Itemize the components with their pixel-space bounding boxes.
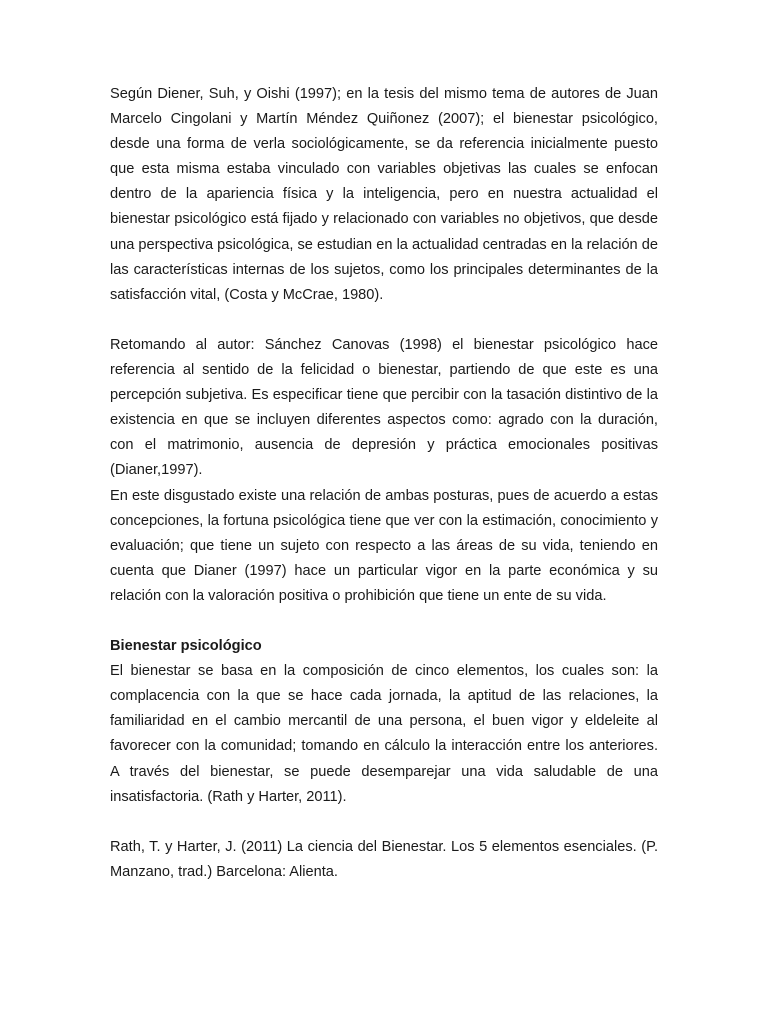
reference-entry: Rath, T. y Harter, J. (2011) La ciencia del Bienestar. Los 5 elementos esenciales. (P. Manzano, trad.) Barcelona: Alienta. (110, 838, 658, 880)
paragraph-ambas-posturas: En este disgustado existe una relación de ambas posturas, pues de acuerdo a estas concepciones, la fortuna psicológica tiene que ver con la estimación, conocimiento y evaluación; que tiene un sujeto con respecto a las áreas de su vida, teniendo en cuenta que Dianer (1997) hace un particular vigor en la parte económica y su relación con la valoración positiva o prohibición que tiene un ente de su vida. (110, 487, 658, 604)
paragraph-spacer (110, 308, 658, 333)
paragraph-cinco-elementos: El bienestar se basa en la composición de cinco elementos, los cuales son: la complacencia con la que se hace cada jornada, la aptitud de las relaciones, la familiaridad en el cambio mercantil de una persona, el buen vigor y eldeleite al favorecer con la comunidad; tomando en cálculo la interacción entre los anteriores. A través del bienestar, se puede desemparejar una vida saludable de una insatisfactoria. (Rath y Harter, 2011). (110, 663, 658, 805)
paragraph-spacer (110, 609, 658, 634)
paragraph-sanchez-canovas: Retomando al autor: Sánchez Canovas (1998) el bienestar psicológico hace referencia al sentido de la felicidad o bienestar, partiendo de que este es una percepción subjetiva. Es especificar tiene que percibir con la tasación distintivo de la existencia en que se incluyen diferentes aspectos como: agrado con la duración, con el matrimonio, ausencia de depresión y práctica emocionales positivas (Dianer,1997). (110, 336, 658, 479)
paragraph-diener: Según Diener, Suh, y Oishi (1997); en la tesis del mismo tema de autores de Juan Marcelo Cingolani y Martín Méndez Quiñonez (2007); el bienestar psicológico, desde una forma de verla sociológicamente, se da referencia inicialmente puesto que esta misma estaba vinculado con variables objetivas las cuales se enfocan dentro de la apariencia física y la inteligencia, pero en nuestra actualidad el bienestar psicológico está fijado y relacionado con variables no objetivos, que desde una perspectiva psicológica, se estudian en la actualidad centradas en la relación de las características internas de los sujetos, como los principales determinantes de la satisfacción vital, (Costa y McCrae, 1980). (110, 86, 658, 303)
section-heading: Bienestar psicológico (110, 638, 262, 655)
paragraph-spacer (110, 810, 658, 835)
document-page (110, 82, 658, 885)
